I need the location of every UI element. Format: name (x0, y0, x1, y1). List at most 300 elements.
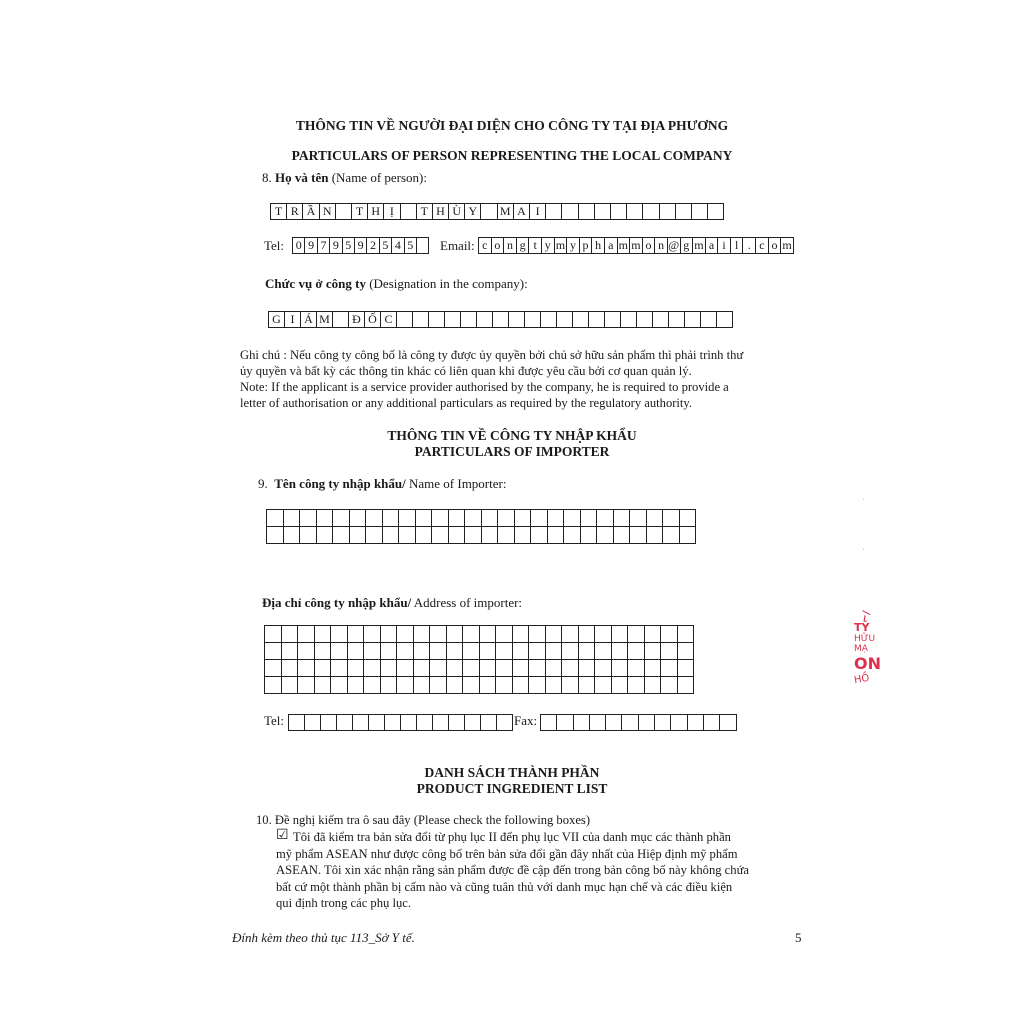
char-box (611, 643, 628, 660)
char-box: R (287, 203, 303, 220)
char-box: g (517, 237, 530, 254)
char-box (677, 660, 694, 677)
char-box (574, 714, 590, 731)
char-box (643, 203, 659, 220)
stamp-line1: TY (854, 621, 870, 634)
char-box (557, 714, 573, 731)
char-box (663, 510, 680, 527)
char-box (364, 677, 381, 694)
confirmation-line5: qui định trong các phụ lục. (276, 896, 412, 910)
confirmation-line4: bất cứ một thành phần bị cấm nào và cũng tuân thủ với danh mục hạn chế và các điều kiện (276, 880, 733, 894)
char-box (661, 643, 678, 660)
char-box (708, 203, 724, 220)
char-box (529, 677, 546, 694)
char-box (446, 626, 463, 643)
email-field[interactable] (478, 237, 794, 254)
email-label: Email: (440, 238, 475, 253)
char-box: 9 (355, 237, 367, 254)
char-box (496, 643, 513, 660)
char-box (461, 311, 477, 328)
char-box (562, 626, 579, 643)
char-box: C (381, 311, 397, 328)
importer-fax-label: Fax: (514, 713, 538, 728)
char-box (265, 660, 282, 677)
char-box (432, 510, 449, 527)
char-box (364, 643, 381, 660)
char-box (347, 643, 364, 660)
char-box (481, 510, 498, 527)
char-box (628, 677, 645, 694)
char-box: p (580, 237, 593, 254)
char-box (399, 510, 416, 527)
char-box: h (592, 237, 605, 254)
char-box (628, 660, 645, 677)
char-box (267, 510, 284, 527)
char-box (644, 626, 661, 643)
char-box (364, 626, 381, 643)
char-box (564, 527, 581, 544)
char-box: c (479, 237, 492, 254)
char-box (605, 311, 621, 328)
note-en-line2: letter of authorisation or any additional particulars as required by the regulatory authority. (240, 396, 693, 410)
char-box (413, 643, 430, 660)
char-box (595, 677, 612, 694)
char-box: m (781, 237, 794, 254)
char-box: c (756, 237, 769, 254)
char-box (512, 660, 529, 677)
char-box (644, 677, 661, 694)
char-box (397, 660, 414, 677)
char-box (481, 714, 497, 731)
char-box (380, 643, 397, 660)
note-vi-line2: ủy quyền và bất kỳ các thông tin khác có liên quan khi được yêu cầu bởi cơ quan quản lý. (240, 364, 692, 378)
name-of-person-label (262, 170, 427, 186)
char-box (397, 643, 414, 660)
char-box (677, 643, 694, 660)
item-number: 8. (262, 170, 272, 185)
char-box (366, 527, 383, 544)
char-box (331, 677, 348, 694)
char-box (531, 527, 548, 544)
char-box (380, 660, 397, 677)
char-box (347, 677, 364, 694)
char-box (331, 626, 348, 643)
char-box (415, 510, 432, 527)
char-box (661, 626, 678, 643)
char-box (314, 626, 331, 643)
char-box (481, 527, 498, 544)
char-box (465, 510, 482, 527)
importer-name-label (258, 476, 506, 492)
char-box (661, 677, 678, 694)
char-box: n (655, 237, 668, 254)
scan-speck: · (862, 495, 866, 506)
importer-name-field[interactable] (266, 509, 696, 544)
char-box (590, 714, 606, 731)
char-box (298, 643, 315, 660)
char-box: Ầ (303, 203, 319, 220)
char-box (639, 714, 655, 731)
char-box (627, 203, 643, 220)
char-box (545, 660, 562, 677)
char-box (637, 311, 653, 328)
char-box (531, 510, 548, 527)
char-box (333, 527, 350, 544)
char-box (589, 311, 605, 328)
char-box (677, 677, 694, 694)
char-box (547, 510, 564, 527)
char-box: m (555, 237, 568, 254)
note-vi-line1: Ghi chú : Nếu công ty công bố là công ty được ủy quyền bởi chủ sở hữu sản phẩm thì phải trình thư (240, 348, 744, 362)
char-box (448, 527, 465, 544)
char-box (415, 527, 432, 544)
char-box (546, 203, 562, 220)
char-box (298, 626, 315, 643)
char-box (606, 714, 622, 731)
char-box (385, 714, 401, 731)
char-box (430, 677, 447, 694)
char-box: N (320, 203, 336, 220)
char-box (432, 527, 449, 544)
char-box: T (352, 203, 368, 220)
char-box (679, 527, 696, 544)
char-box (369, 714, 385, 731)
char-box (366, 510, 383, 527)
char-box (413, 660, 430, 677)
char-box: o (769, 237, 782, 254)
importer-title-en: PARTICULARS OF IMPORTER (414, 444, 610, 459)
char-box: m (630, 237, 643, 254)
char-box: 9 (305, 237, 317, 254)
char-box (611, 203, 627, 220)
page-number: 5 (795, 930, 802, 945)
confirmation-line1: Tôi đã kiểm tra bản sửa đổi từ phụ lục II đến phụ lục VII của danh mục các thành phần (293, 830, 731, 844)
char-box (562, 643, 579, 660)
char-box (545, 677, 562, 694)
instruction-text: Đề nghị kiểm tra ô sau đây (Please check the following boxes) (274, 813, 591, 827)
char-box (281, 660, 298, 677)
designation-label-vi: Chức vụ ở công ty (265, 276, 366, 291)
char-box (496, 626, 513, 643)
char-box: G (269, 311, 285, 328)
char-box: m (693, 237, 706, 254)
designation-label-en: (Designation in the company): (369, 276, 528, 291)
char-box (331, 643, 348, 660)
char-box (399, 527, 416, 544)
char-box: Y (465, 203, 481, 220)
char-box: 0 (293, 237, 305, 254)
char-box (413, 311, 429, 328)
char-box (573, 311, 589, 328)
char-box (679, 510, 696, 527)
char-box (595, 660, 612, 677)
char-box: H (368, 203, 384, 220)
char-box (446, 643, 463, 660)
char-box: 4 (392, 237, 404, 254)
scan-speck: · (862, 545, 866, 556)
char-box (579, 203, 595, 220)
char-box (397, 311, 413, 328)
item-number: 10. (256, 813, 272, 827)
char-box (281, 643, 298, 660)
char-box: H (433, 203, 449, 220)
tel-field[interactable] (292, 237, 429, 254)
char-box: i (718, 237, 731, 254)
char-box (547, 527, 564, 544)
char-box (448, 510, 465, 527)
char-box (265, 643, 282, 660)
char-box (321, 714, 337, 731)
char-box (578, 643, 595, 660)
char-box: T (417, 203, 433, 220)
item-number: 9. (258, 476, 268, 491)
representative-title-vi: THÔNG TIN VỀ NGƯỜI ĐẠI DIỆN CHO CÔNG TY TẠI ĐỊA PHƯƠNG (295, 118, 729, 133)
char-box (578, 626, 595, 643)
char-box (349, 510, 366, 527)
char-box (669, 311, 685, 328)
note-en-line1: Note: If the applicant is a service provider authorised by the company, he is required to provide a (240, 380, 729, 394)
char-box (446, 677, 463, 694)
char-box (477, 311, 493, 328)
char-box (595, 643, 612, 660)
char-box (628, 643, 645, 660)
importer-tel-field[interactable] (288, 714, 513, 731)
char-box (498, 510, 515, 527)
char-box (347, 660, 364, 677)
char-box (720, 714, 736, 731)
char-box (557, 311, 573, 328)
char-box: l (731, 237, 744, 254)
char-box (267, 527, 284, 544)
char-box: g (681, 237, 694, 254)
char-box (401, 203, 417, 220)
importer-name-label-en: Name of Importer: (409, 476, 507, 491)
char-box (417, 237, 429, 254)
char-box (298, 677, 315, 694)
char-box (562, 677, 579, 694)
char-box (497, 714, 513, 731)
char-box (314, 643, 331, 660)
char-box (463, 660, 480, 677)
char-box (401, 714, 417, 731)
char-box (380, 677, 397, 694)
char-box (265, 626, 282, 643)
char-box (646, 527, 663, 544)
char-box: Ị (384, 203, 400, 220)
char-box (300, 510, 317, 527)
char-box (479, 660, 496, 677)
char-box (283, 510, 300, 527)
char-box (660, 203, 676, 220)
char-box (646, 510, 663, 527)
char-box (580, 510, 597, 527)
char-box (562, 203, 578, 220)
char-box (630, 510, 647, 527)
char-box (413, 626, 430, 643)
confirmation-checkbox[interactable]: ☑ (276, 828, 289, 843)
importer-address-field[interactable] (264, 625, 694, 694)
char-box: A (514, 203, 530, 220)
char-box: y (542, 237, 555, 254)
char-box (653, 311, 669, 328)
importer-tel-label: Tel: (264, 713, 285, 728)
stamp-line5: HỒ (853, 672, 871, 687)
char-box (283, 527, 300, 544)
char-box (493, 311, 509, 328)
char-box (281, 677, 298, 694)
char-box (562, 660, 579, 677)
importer-address-label-en: Address of importer: (413, 595, 523, 610)
designation-field[interactable] (268, 311, 733, 328)
char-box (479, 626, 496, 643)
char-box (413, 677, 430, 694)
ingredients-title-en: PRODUCT INGREDIENT LIST (416, 781, 608, 796)
char-box (701, 311, 717, 328)
char-box: a (605, 237, 618, 254)
char-box: Đ (349, 311, 365, 328)
importer-name-label-vi: Tên công ty nhập khẩu/ (274, 476, 406, 491)
char-box (305, 714, 321, 731)
importer-address-label-vi: Địa chỉ công ty nhập khẩu/ (262, 595, 412, 610)
char-box (525, 311, 541, 328)
ingredients-title-vi: DANH SÁCH THÀNH PHẦN (424, 765, 600, 780)
char-box (314, 660, 331, 677)
char-box (496, 660, 513, 677)
char-box (580, 527, 597, 544)
char-box: I (530, 203, 546, 220)
char-box (397, 626, 414, 643)
char-box (671, 714, 687, 731)
char-box (433, 714, 449, 731)
char-box (512, 643, 529, 660)
importer-fax-field[interactable] (540, 714, 737, 731)
char-box (364, 660, 381, 677)
char-box (353, 714, 369, 731)
char-box (498, 527, 515, 544)
char-box: 5 (343, 237, 355, 254)
char-box (717, 311, 733, 328)
char-box: T (271, 203, 287, 220)
char-box (337, 714, 353, 731)
char-box: m (618, 237, 631, 254)
confirmation-line3: ASEAN. Tôi xin xác nhận rằng sản phẩm được đề cập đến trong bản công bố này không chứa (276, 863, 749, 877)
char-box (446, 660, 463, 677)
char-box (430, 626, 447, 643)
char-box (336, 203, 352, 220)
char-box (265, 677, 282, 694)
char-box: n (504, 237, 517, 254)
char-box (333, 510, 350, 527)
char-box (479, 677, 496, 694)
char-box (463, 626, 480, 643)
char-box (347, 626, 364, 643)
char-box (417, 714, 433, 731)
char-box (611, 677, 628, 694)
char-box: o (643, 237, 656, 254)
char-box: t (529, 237, 542, 254)
char-box (514, 527, 531, 544)
representative-title-en: PARTICULARS OF PERSON REPRESENTING THE LOCAL COMPANY (291, 148, 733, 163)
char-box (622, 714, 638, 731)
char-box (529, 643, 546, 660)
char-box (281, 626, 298, 643)
char-box (545, 626, 562, 643)
char-box (595, 626, 612, 643)
char-box (628, 626, 645, 643)
importer-address-label (262, 595, 522, 611)
char-box (298, 660, 315, 677)
stamp-line4: ON (854, 654, 881, 673)
char-box (314, 677, 331, 694)
char-box (677, 626, 694, 643)
char-box (545, 643, 562, 660)
char-box (333, 311, 349, 328)
char-box: 9 (330, 237, 342, 254)
name-of-person-field[interactable] (270, 203, 724, 220)
char-box (331, 660, 348, 677)
tel-label: Tel: (264, 238, 285, 253)
char-box (595, 203, 611, 220)
char-box (621, 311, 637, 328)
char-box (661, 660, 678, 677)
char-box: M (317, 311, 333, 328)
char-box (289, 714, 305, 731)
char-box: 2 (367, 237, 379, 254)
char-box (465, 527, 482, 544)
char-box (613, 510, 630, 527)
char-box: 5 (380, 237, 392, 254)
importer-title-vi: THÔNG TIN VỀ CÔNG TY NHẬP KHẨU (387, 428, 637, 443)
char-box (692, 203, 708, 220)
char-box (514, 510, 531, 527)
char-box (704, 714, 720, 731)
char-box: M (498, 203, 514, 220)
char-box: Á (301, 311, 317, 328)
char-box (644, 643, 661, 660)
ingredients-instruction (256, 812, 590, 829)
char-box: 5 (405, 237, 417, 254)
char-box: y (567, 237, 580, 254)
char-box (349, 527, 366, 544)
char-box (676, 203, 692, 220)
char-box: Ù (449, 203, 465, 220)
char-box: 7 (318, 237, 330, 254)
char-box: . (743, 237, 756, 254)
confirmation-line2: mỹ phẩm ASEAN như được công bố trên bản sửa đổi gần đây nhất của Hiệp định mỹ phẩm (276, 847, 738, 861)
char-box (430, 643, 447, 660)
char-box (611, 626, 628, 643)
char-box (512, 677, 529, 694)
char-box (496, 677, 513, 694)
char-box (380, 626, 397, 643)
name-label-vi: Họ và tên (275, 170, 329, 185)
char-box (655, 714, 671, 731)
char-box (479, 643, 496, 660)
name-label-en: (Name of person): (331, 170, 428, 185)
char-box (578, 677, 595, 694)
char-box (382, 510, 399, 527)
char-box (429, 311, 445, 328)
char-box (663, 527, 680, 544)
char-box: Ố (365, 311, 381, 328)
char-box (529, 660, 546, 677)
char-box (512, 626, 529, 643)
stamp-fragment: ⌐/ TY HỮU MẠ ON HỒ (853, 609, 881, 687)
char-box (397, 677, 414, 694)
char-box: @ (668, 238, 680, 252)
char-box (449, 714, 465, 731)
char-box (316, 527, 333, 544)
